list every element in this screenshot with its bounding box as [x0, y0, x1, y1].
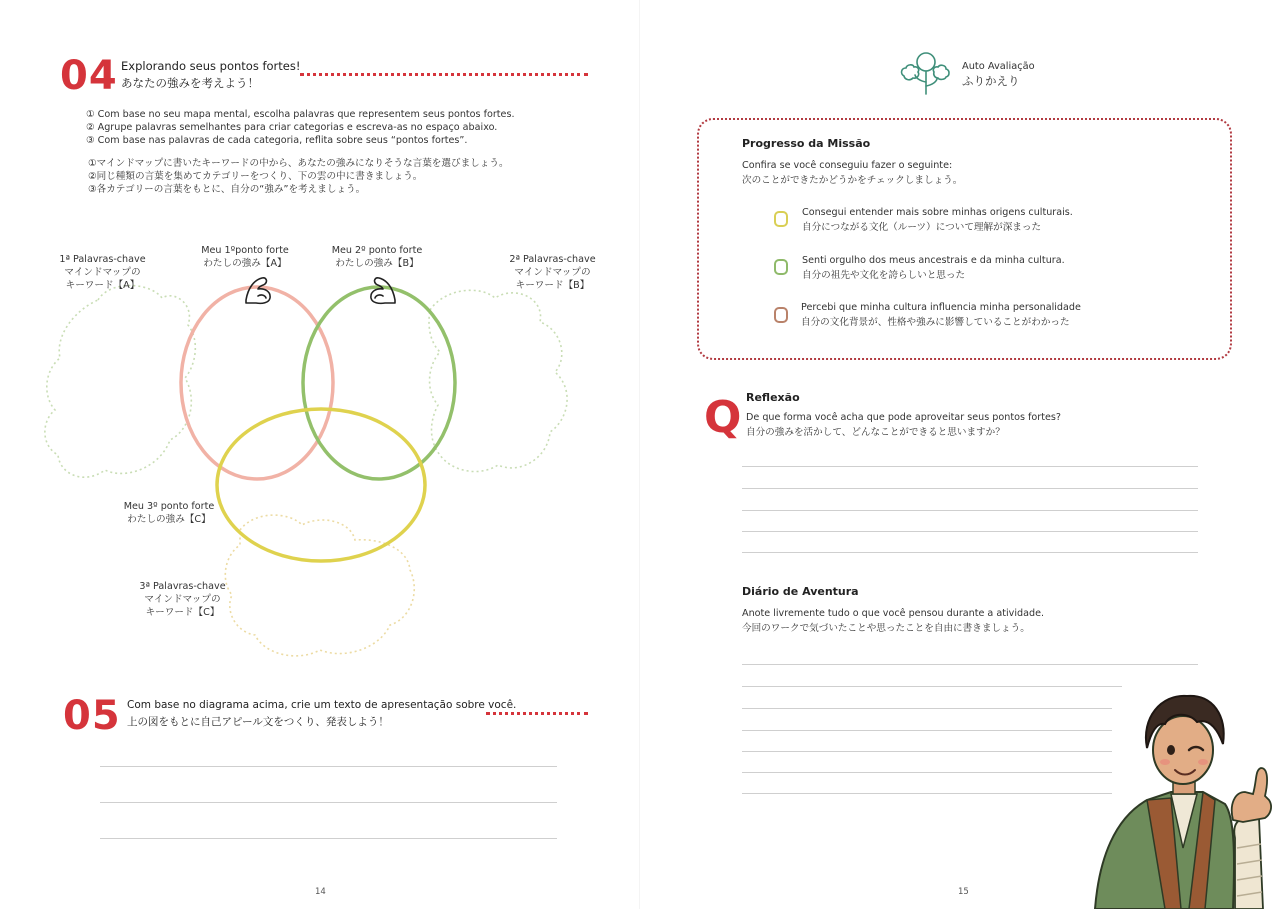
checkbox-culture-personality[interactable]	[774, 307, 788, 323]
strength-a-label	[190, 244, 300, 270]
mission-intro-jp: 次のことができたかどうかをチェックしましょう。	[742, 175, 963, 186]
section-05-dotted-rule	[486, 712, 588, 715]
keyword-a-label	[45, 253, 160, 292]
writing-line[interactable]	[742, 531, 1198, 532]
instruction-pt-3: ③ Com base nas palavras de cada categoria, reflita sobre seus “pontos fortes”.	[86, 135, 468, 146]
reflection-q-letter: Q	[704, 392, 742, 443]
keyword-b-jp-2: キーワード【B】	[515, 280, 590, 291]
writing-line[interactable]	[742, 772, 1112, 773]
page-number-left: 14	[315, 887, 326, 897]
mission-title: Progresso da Missão	[742, 137, 871, 150]
writing-line[interactable]	[742, 466, 1198, 467]
strength-a-pt: Meu 1ºponto forte	[201, 245, 289, 256]
page-number-right: 15	[958, 887, 969, 897]
writing-line[interactable]	[742, 708, 1112, 709]
keyword-b-label	[495, 253, 610, 292]
cloud-c	[225, 515, 414, 656]
writing-line[interactable]	[742, 488, 1198, 489]
strength-circle-b	[303, 287, 455, 479]
check-item-2-pt: Senti orgulho dos meus ancestrais e da minha cultura.	[802, 255, 1065, 266]
strengths-venn-diagram	[0, 0, 640, 700]
writing-line[interactable]	[742, 751, 1112, 752]
keyword-c-jp-1: マインドマップの	[144, 594, 221, 605]
writing-line[interactable]	[100, 802, 557, 803]
writing-line[interactable]	[742, 552, 1198, 553]
check-item-1-jp: 自分につながる文化（ルーツ）について理解が深まった	[802, 222, 1042, 233]
strength-b-jp: わたしの強み【B】	[335, 258, 419, 269]
instruction-pt-2: ② Agrupe palavras semelhantes para criar categorias e escreva-as no espaço abaixo.	[86, 122, 498, 133]
character-thumbs-up-illustration	[1085, 688, 1275, 909]
section-05-number: 05	[63, 693, 121, 739]
keyword-c-pt: 3ª Palavras-chave	[139, 581, 226, 592]
section-04-title-jp: あなたの強みを考えよう！	[121, 76, 259, 90]
strength-b-pt: Meu 2º ponto forte	[331, 245, 423, 256]
keyword-b-jp-1: マインドマップの	[514, 267, 591, 278]
diary-instructions-jp: 今回のワークで気づいたことや思ったことを自由に書きましょう。	[742, 623, 1030, 634]
reflection-title: Reflexão	[746, 391, 800, 404]
keyword-a-jp-2: キーワード【A】	[65, 280, 140, 291]
instruction-jp-1: ①マインドマップに書いたキーワードの中から、あなたの強みになりそうな言葉を選びましょう。	[88, 158, 509, 169]
check-item-1	[802, 205, 1073, 235]
check-item-3-jp: 自分の文化背景が、性格や強みに影響していることがわかった	[801, 317, 1070, 328]
check-item-2	[802, 253, 1065, 283]
self-evaluation-header-jp: ふりかえり	[962, 74, 1020, 88]
reflection-question-pt: De que forma você acha que pode aproveitar seus pontos fortes?	[746, 412, 1061, 423]
instruction-pt-1: ① Com base no seu mapa mental, escolha palavras que representem seus pontos fortes.	[86, 109, 515, 120]
writing-line[interactable]	[742, 664, 1198, 665]
strength-c-jp: わたしの強み【C】	[127, 514, 211, 525]
flexed-arm-icon-b	[371, 278, 395, 304]
mission-intro	[742, 158, 962, 188]
diary-title: Diário de Aventura	[742, 585, 859, 598]
check-item-3-pt: Percebi que minha cultura influencia minha personalidade	[801, 302, 1081, 313]
checkbox-ancestors-pride[interactable]	[774, 259, 788, 275]
self-evaluation-header-pt: Auto Avaliação	[962, 61, 1035, 72]
strength-circle-a	[181, 287, 333, 479]
instruction-jp-3: ③各カテゴリーの言葉をもとに、自分の“強み”を考えましょう。	[88, 184, 366, 195]
diary-instructions-pt: Anote livremente tudo o que você pensou durante a atividade.	[742, 608, 1045, 619]
check-item-1-pt: Consegui entender mais sobre minhas origens culturais.	[802, 207, 1073, 218]
section-04-title-pt: Explorando seus pontos fortes!	[121, 59, 301, 73]
writing-line[interactable]	[742, 510, 1198, 511]
writing-line[interactable]	[742, 730, 1112, 731]
keyword-c-label	[125, 580, 240, 619]
section-05-title	[127, 697, 516, 731]
keyword-c-jp-2: キーワード【C】	[145, 607, 220, 618]
cloud-b	[429, 290, 567, 471]
strength-c-label	[114, 500, 224, 526]
writing-line[interactable]	[100, 766, 557, 767]
strength-c-pt: Meu 3º ponto forte	[123, 501, 215, 512]
check-item-3	[801, 300, 1081, 330]
strength-b-label	[322, 244, 432, 270]
check-item-2-jp: 自分の祖先や文化を誇らしいと思った	[802, 270, 966, 281]
reflection-question	[746, 410, 1061, 440]
cloud-a	[45, 286, 195, 478]
self-evaluation-header	[962, 60, 1035, 88]
writing-line[interactable]	[742, 793, 1112, 794]
writing-line[interactable]	[742, 686, 1122, 687]
mission-intro-pt: Confira se você conseguiu fazer o seguinte:	[742, 160, 953, 171]
keyword-b-pt: 2ª Palavras-chave	[509, 254, 596, 265]
tree-icon	[898, 48, 954, 98]
checkbox-cultural-origins[interactable]	[774, 211, 788, 227]
section-04-number: 04	[60, 53, 118, 99]
section-05-title-pt: Com base no diagrama acima, crie um texto de apresentação sobre você.	[127, 699, 517, 711]
keyword-a-jp-1: マインドマップの	[64, 267, 141, 278]
section-05-title-jp: 上の図をもとに自己アピール文をつくり、発表しよう！	[127, 716, 389, 728]
writing-line[interactable]	[100, 838, 557, 839]
flexed-arm-icon-a	[246, 278, 270, 304]
keyword-a-pt: 1ª Palavras-chave	[59, 254, 146, 265]
instruction-jp-2: ②同じ種類の言葉を集めてカテゴリーをつくり、下の雲の中に書きましょう。	[88, 171, 423, 182]
strength-a-jp: わたしの強み【A】	[203, 258, 287, 269]
reflection-question-jp: 自分の強みを活かして、どんなことができると思いますか？	[746, 427, 1005, 438]
diary-instructions	[742, 606, 1044, 636]
